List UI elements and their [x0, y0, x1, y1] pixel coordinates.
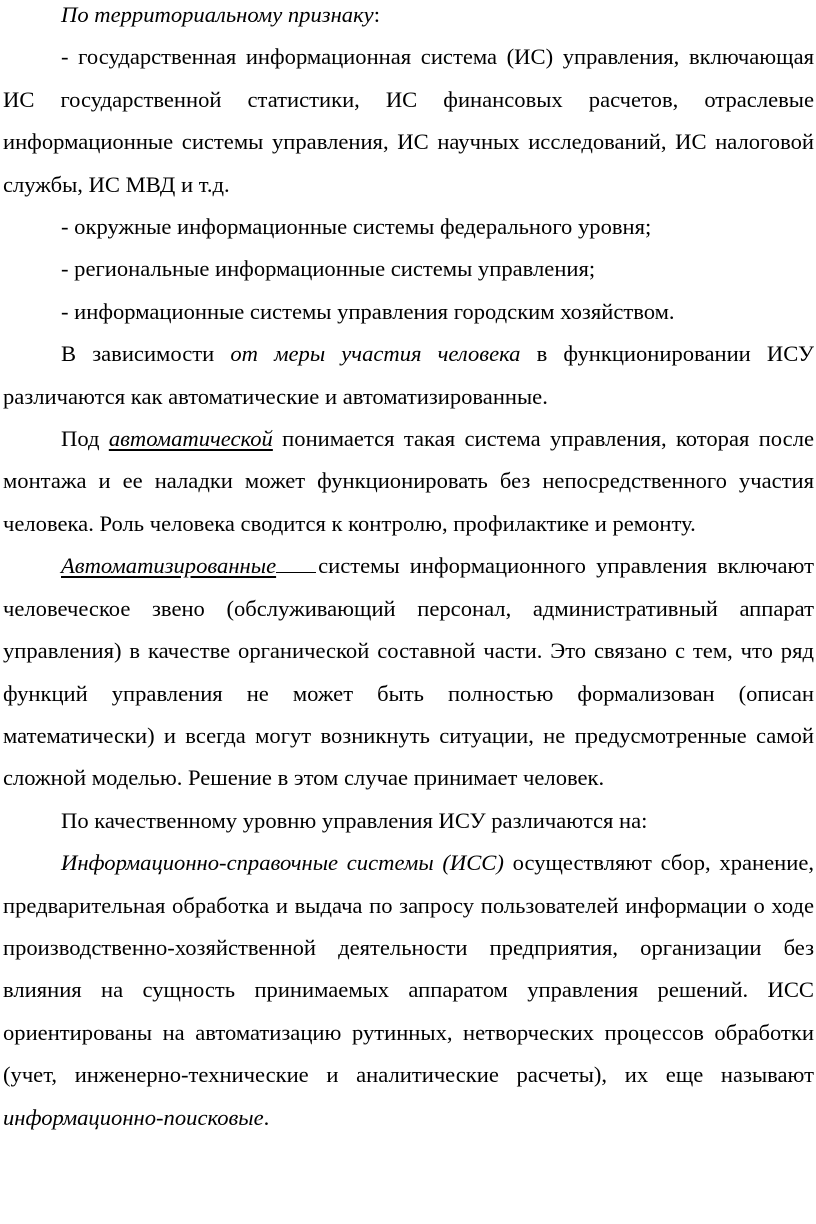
text-run: В зависимости [61, 341, 231, 367]
text-run: в функционировании ИСУ различаются как автоматические и автоматизированные. [3, 341, 814, 409]
italic-term: информационно-поисковые [3, 1104, 264, 1130]
paragraph-state-is: - государственная информационная система (ИС) управления, включающая ИС государственной статистики, ИС финансовых расчетов, отраслевые информационные системы управления, ИС научных исследований, ИС налоговой службы, ИС МВД и т.д. [3, 44, 814, 197]
italic-underlined-term: Автоматизированные [61, 553, 277, 579]
paragraph-quality-level: По качественному уровню управления ИСУ различаются на: [61, 807, 648, 833]
text-run: Под [61, 426, 109, 452]
paragraph-city-is: - информационные системы управления городским хозяйством. [61, 298, 675, 324]
text-run: осуществляют сбор, хранение, предварительная обработка и выдача по запросу пользователей информации о ходе производственно-хозяйственной деятельности предприятия, организации без влияния на сущность принимаемых аппаратом управления решений. ИСС ориентированы на автоматизацию рутинных, нетворческих процессов обработки (учет, инженерно-технические и аналитические расчеты), их еще называют [3, 850, 814, 1088]
paragraph-iss [3, 842, 814, 1139]
text-run: понимается такая система управления, которая после монтажа и ее наладки может функционировать без непосредственного участия человека. Роль человека сводится к контролю, профилактике и ремонту. [3, 426, 815, 536]
paragraph-automatic [3, 418, 814, 545]
text-run: : [373, 2, 380, 27]
paragraph-human-participation [3, 333, 814, 418]
italic-underlined-term: автоматической [108, 426, 273, 452]
paragraph-territorial [3, 0, 814, 36]
paragraph-automated [3, 545, 814, 799]
paragraph-district-is: - окружные информационные системы федерального уровня; [61, 214, 652, 240]
text-run: . [263, 1104, 270, 1130]
paragraph-regional-is: - региональные информационные системы управления; [61, 256, 596, 282]
italic-term: По территориальному признаку [61, 2, 374, 27]
italic-term: Информационно-справочные системы (ИСС) [61, 850, 504, 876]
text-run: системы информационного управления включают человеческое звено (обслуживающий персонал, административный аппарат управления) в качестве органической составной части. Это связано с тем, что ряд функций управления не может быть полностью формализован (описан математически) и всегда могут возникнуть ситуации, не предусмотренные самой сложной моделью. Решение в этом случае принимает человек. [3, 553, 814, 791]
italic-term: от меры участия человека [230, 341, 521, 367]
underline-gap [276, 571, 316, 573]
